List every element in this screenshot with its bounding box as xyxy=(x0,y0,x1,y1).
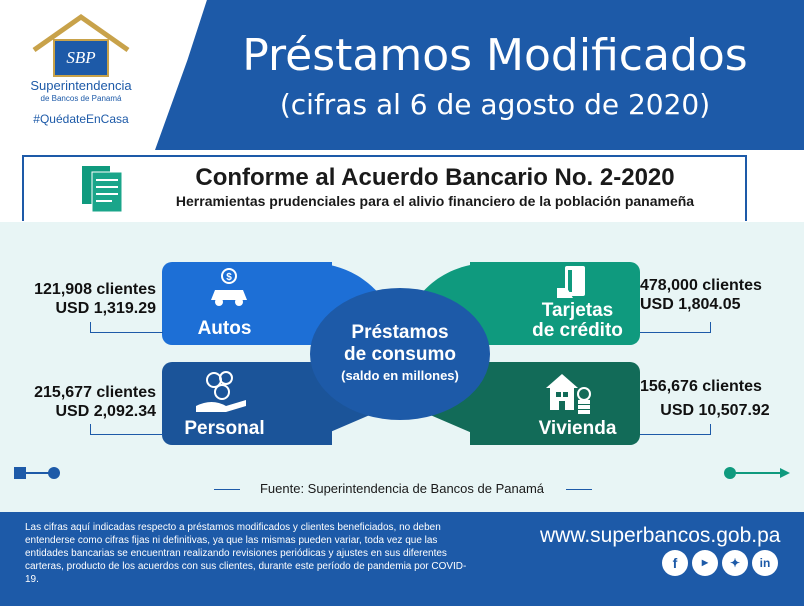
heading-frame-right xyxy=(745,155,747,221)
autos-amount: USD 1,319.29 xyxy=(55,300,156,317)
personal-amount: USD 2,092.34 xyxy=(55,403,156,420)
autos-label: Autos xyxy=(197,318,252,339)
agreement-title: Conforme al Acuerdo Bancario No. 2-2020 xyxy=(195,164,675,191)
consumer-loans-bubble xyxy=(310,288,490,420)
page-title: Préstamos Modificados xyxy=(242,30,748,81)
center-line3: (saldo en millones) xyxy=(341,368,459,383)
personal-clients: 215,677 clientes xyxy=(34,384,156,401)
tarjetas-label-line2: de crédito xyxy=(532,320,623,341)
car-icon xyxy=(207,268,251,316)
document-icon xyxy=(78,160,134,221)
svg-text:$: $ xyxy=(226,272,232,283)
facebook-icon[interactable]: f xyxy=(662,550,688,576)
twitter-icon[interactable]: ✦ xyxy=(722,550,748,576)
hashtag: #QuédateEnCasa xyxy=(33,112,129,126)
tarjetas-clients: 478,000 clientes xyxy=(640,277,762,294)
autos-panel xyxy=(162,262,332,345)
tarjetas-pointer-line xyxy=(640,322,711,333)
website-link[interactable]: www.superbancos.gob.pa xyxy=(540,524,781,547)
vivienda-label: Vivienda xyxy=(538,418,617,439)
center-line2: de consumo xyxy=(344,344,456,365)
vivienda-panel xyxy=(470,362,640,445)
disclaimer-text: Las cifras aquí indicadas respecto a préstamos modificados y clientes beneficiados, no deben entenderse como cifras fijas ni definitivas, ya que las mismas pueden variar, toda vez que las entidades bancarias se encuentran realizando revisiones periódicas y ajustes en sus diferentes carteras, producto de los acuerdos con sus clientes, durante este período de pandemia por COVID-19. xyxy=(25,522,467,585)
logo-name: Superintendencia xyxy=(30,78,132,93)
tarjetas-label-line1: Tarjetas xyxy=(541,300,614,321)
linkedin-icon[interactable]: in xyxy=(752,550,778,576)
house-coins-icon xyxy=(542,368,594,422)
personal-pointer-line xyxy=(90,424,163,435)
agreement-subtitle: Herramientas prudenciales para el alivio financiero de la población panameña xyxy=(175,193,695,209)
logo-subname: de Bancos de Panamá xyxy=(40,94,122,103)
vivienda-clients: 156,676 clientes xyxy=(640,378,762,395)
coins-hand-icon xyxy=(192,370,252,420)
heading-frame-top xyxy=(22,155,747,157)
heading-frame-left xyxy=(22,155,24,221)
tarjetas-amount: USD 1,804.05 xyxy=(640,296,741,313)
source-note: Fuente: Superintendencia de Bancos de Panamá xyxy=(259,481,545,496)
logo-monogram: SBP xyxy=(66,48,96,67)
tarjetas-panel xyxy=(470,262,640,345)
autos-pointer-line xyxy=(90,322,163,333)
personal-panel xyxy=(162,362,332,445)
center-line1: Préstamos xyxy=(351,322,449,343)
vivienda-pointer-line xyxy=(640,424,711,435)
youtube-icon[interactable]: ▶ xyxy=(692,550,718,576)
sbp-logo xyxy=(16,12,146,137)
source-line-right xyxy=(566,489,592,490)
vivienda-amount: USD 10,507.92 xyxy=(660,402,770,419)
page-subtitle: (cifras al 6 de agosto de 2020) xyxy=(279,88,711,121)
personal-label: Personal xyxy=(184,418,265,439)
autos-clients: 121,908 clientes xyxy=(34,281,156,298)
